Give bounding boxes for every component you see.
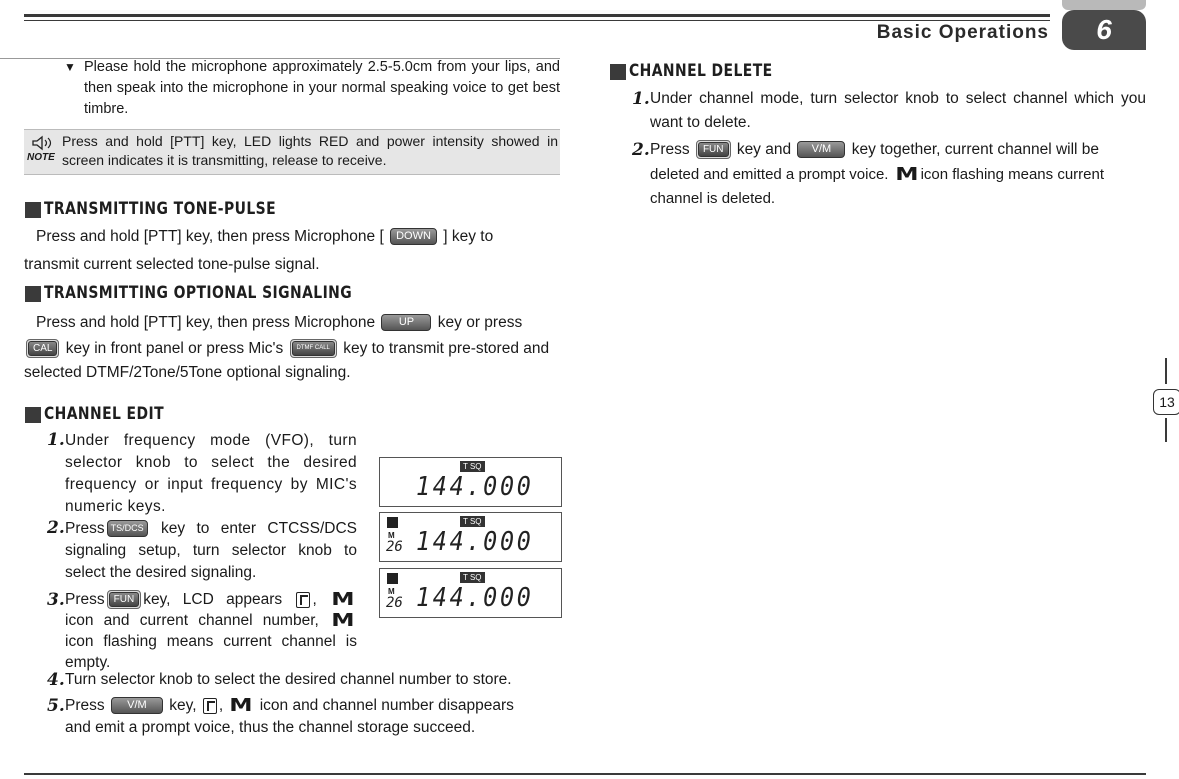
- m-indicator: M: [388, 587, 395, 596]
- step-number: 1.: [632, 89, 650, 109]
- heading-tone-pulse: TRANSMITTING TONE-PULSE: [44, 199, 277, 219]
- heading-channel-delete: CHANNEL DELETE: [629, 61, 773, 81]
- down-key: DOWN: [390, 228, 437, 245]
- chapter-tab-top: [1062, 0, 1146, 10]
- fun-key: [696, 140, 731, 159]
- step-text: Press: [65, 591, 105, 608]
- edit-step-5: [65, 694, 560, 718]
- lcd-display-fun: [379, 512, 562, 562]
- optional-text: key in front panel or press Mic's: [65, 340, 284, 357]
- optional-text: Press and hold [PTT] key, then press Microphone: [36, 314, 376, 331]
- optional-line2: [24, 337, 549, 361]
- vm-key: V/M: [111, 697, 163, 714]
- step-number: 5.: [47, 696, 65, 716]
- edit-step-3: [65, 589, 357, 673]
- f-indicator: [387, 517, 398, 528]
- edit-step-2: [65, 518, 357, 584]
- f-icon: [203, 698, 217, 714]
- m-icon: M: [229, 694, 254, 716]
- optional-line3: selected DTMF/2Tone/5Tone optional signaling.: [24, 364, 351, 381]
- microphone-tip: Please hold the microphone approximately 2.5-5.0cm from your lips, and then speak into the microphone in your normal speaking voice to get best timbre.: [84, 59, 560, 117]
- optional-text: key or press: [437, 314, 523, 331]
- heading-channel-edit: CHANNEL EDIT: [44, 404, 164, 424]
- delete-step-1: Under channel mode, turn selector knob to select channel which you want to delete.: [650, 90, 1146, 131]
- edit-step-1: Under frequency mode (VFO), turn selector knob to select the desired frequency or input frequency by MIC's numeric keys.: [65, 432, 357, 515]
- section-title: Basic Operations: [876, 22, 1049, 43]
- m-indicator: M: [388, 531, 395, 540]
- step-text: key, LCD appears: [143, 591, 283, 608]
- lcd-display-vfo: [379, 457, 562, 507]
- up-key: UP: [381, 314, 431, 331]
- dtmf-call-key: [290, 339, 337, 358]
- delete-step-2: [650, 138, 1146, 162]
- vm-key: V/M: [797, 141, 845, 158]
- page-marker-line: [1165, 418, 1167, 442]
- fun-key-label: FUN: [698, 142, 729, 157]
- page-marker-line: [1165, 358, 1167, 384]
- heading-marker: [25, 407, 41, 423]
- tsq-indicator: T SQ: [460, 572, 485, 583]
- ts-dcs-key: TS/DCS: [107, 520, 148, 537]
- heading-optional-signaling: TRANSMITTING OPTIONAL SIGNALING: [44, 283, 353, 303]
- step-text: ,: [312, 591, 317, 608]
- step-text: ,: [218, 697, 224, 714]
- edit-step-4: Turn selector knob to select the desired channel number to store.: [65, 671, 512, 688]
- step-text: key to enter CTCSS/DCS signaling setup, turn selector knob to select the desired signaling.: [65, 520, 357, 581]
- heading-marker: [610, 64, 626, 80]
- m-icon: M: [331, 609, 355, 631]
- bullet-mark: ▼: [64, 60, 76, 74]
- header-rule-thin: [24, 20, 1050, 21]
- m-icon: M: [894, 164, 919, 186]
- lcd-channel: 26: [386, 539, 403, 555]
- heading-marker: [25, 286, 41, 302]
- lcd-channel: 26: [386, 595, 403, 611]
- tone-pulse-line1: [36, 225, 560, 249]
- step-text: key together, current channel will be: [851, 141, 1100, 158]
- tsq-indicator: T SQ: [460, 461, 485, 472]
- step-text: Press: [65, 520, 105, 537]
- lcd-frequency: 144.000: [416, 472, 534, 502]
- step-text: key and: [736, 141, 792, 158]
- step-text: icon flashing means current channel is empty.: [65, 633, 357, 671]
- tone-pulse-text: Press and hold [PTT] key, then press Microphone [: [36, 228, 384, 245]
- step-text: icon and current channel number,: [65, 612, 319, 629]
- step-number: 4.: [47, 670, 65, 690]
- lcd-display-channel: [379, 568, 562, 618]
- heading-marker: [25, 202, 41, 218]
- edit-step-5-cont: and emit a prompt voice, thus the channel storage succeed.: [65, 719, 476, 736]
- step-number: 2.: [632, 140, 650, 160]
- footer-rule: [24, 773, 1146, 775]
- page-number: 13: [1153, 389, 1179, 415]
- note-text: Press and hold [PTT] key, LED lights RED and power intensity showed in screen indicates it is transmitting, release to receive.: [62, 133, 558, 168]
- step-text: key,: [169, 697, 197, 714]
- note-label: NOTE: [27, 152, 55, 163]
- fun-key: [107, 590, 142, 609]
- fun-key-label: FUN: [109, 592, 140, 607]
- step-text: deleted and emitted a prompt voice.: [650, 166, 889, 183]
- optional-line1: [36, 311, 522, 335]
- step-text: Press: [650, 141, 690, 158]
- dtmf-key-label: DTMF CALL: [292, 341, 335, 356]
- step-number: 2.: [47, 518, 65, 538]
- lcd-frequency: 144.000: [416, 527, 534, 557]
- lcd-frequency: 144.000: [416, 583, 534, 613]
- tone-pulse-text: ] key to: [443, 228, 494, 245]
- header-rule: [24, 14, 1050, 17]
- tone-pulse-line2: transmit current selected tone-pulse signal.: [24, 256, 320, 273]
- tsq-indicator: T SQ: [460, 516, 485, 527]
- step-text: icon and channel number disappears: [259, 697, 514, 714]
- chapter-number: 6: [1096, 14, 1112, 45]
- cal-key-label: CAL: [28, 341, 57, 356]
- f-indicator: [387, 573, 398, 584]
- m-icon: M: [331, 588, 355, 610]
- step-number: 3.: [47, 590, 65, 610]
- step-number: 1.: [47, 430, 65, 450]
- step-text: icon flashing means current channel is deleted.: [650, 166, 1105, 207]
- cal-key: [26, 339, 59, 358]
- f-icon: [296, 592, 310, 608]
- delete-step-2-cont: [650, 163, 1146, 211]
- optional-text: key to transmit pre-stored and: [343, 340, 550, 357]
- step-text: Press: [65, 697, 105, 714]
